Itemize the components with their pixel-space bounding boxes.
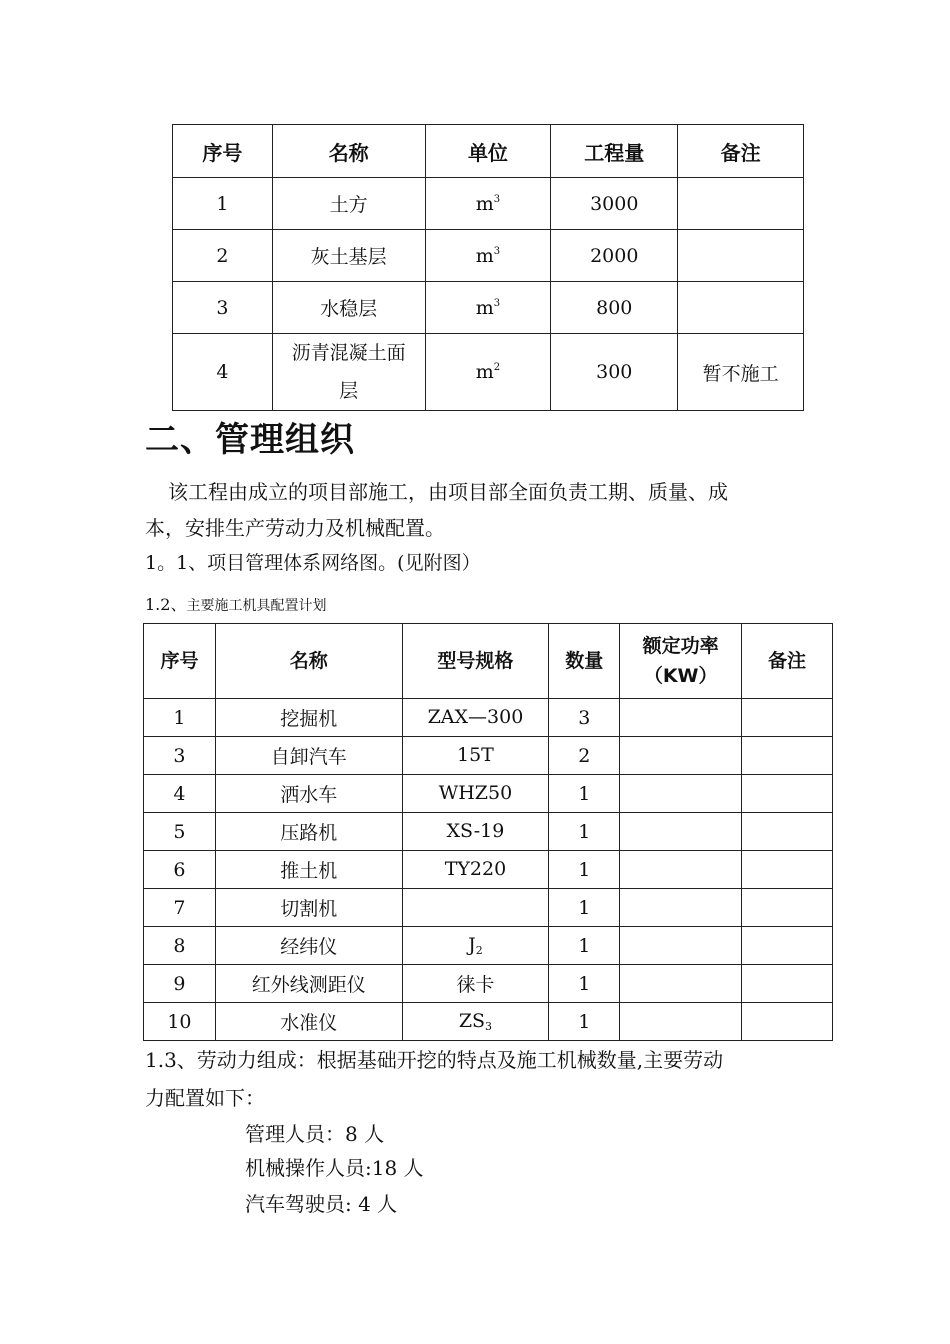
table-row — [144, 1003, 833, 1041]
section-heading: 二、管理组织 — [145, 420, 355, 460]
staff-item-drivers: 汽车驾驶员: 4 人 — [245, 1192, 398, 1216]
header-unit: 单位 — [425, 125, 551, 178]
cell-no: 8 — [144, 927, 216, 965]
intro-paragraph-line-2: 本，安排生产劳动力及机械配置。 — [145, 516, 445, 540]
cell-note — [678, 282, 804, 334]
cell-name: 洒水车 — [215, 775, 402, 813]
table-row — [173, 282, 804, 334]
cell-no: 1 — [144, 699, 216, 737]
cell-no: 1 — [173, 178, 273, 230]
cell-unit: $m^3$ — [425, 230, 551, 282]
cell-power — [620, 775, 742, 813]
table-row — [144, 737, 833, 775]
cell-note — [742, 965, 833, 1003]
cell-no: 7 — [144, 889, 216, 927]
cell-quantity: 300 — [551, 334, 678, 411]
cell-no: 4 — [173, 334, 273, 411]
table-row — [144, 851, 833, 889]
cell-no: 5 — [144, 813, 216, 851]
cell-note — [742, 927, 833, 965]
cell-note: 暂不施工 — [678, 334, 804, 411]
cell-name: 推土机 — [215, 851, 402, 889]
header-note: 备注 — [678, 125, 804, 178]
cell-name: 灰土基层 — [272, 230, 425, 282]
header-no: 序号 — [173, 125, 273, 178]
cell-name: 沥青混凝土面 层 — [272, 334, 425, 411]
machinery-table — [143, 623, 833, 1041]
table-row — [144, 889, 833, 927]
cell-quantity: 1 — [549, 927, 620, 965]
intro-paragraph-line-1: 该工程由成立的项目部施工，由项目部全面负责工期、质量、成 — [168, 480, 728, 504]
cell-name: 切割机 — [215, 889, 402, 927]
cell-quantity: 3000 — [551, 178, 678, 230]
cell-quantity: 1 — [549, 1003, 620, 1041]
table-row — [173, 334, 804, 411]
table-row — [144, 775, 833, 813]
cell-power — [620, 927, 742, 965]
cell-quantity: 1 — [549, 965, 620, 1003]
header-note: 备注 — [742, 624, 833, 699]
cell-model — [402, 889, 549, 927]
cell-power — [620, 1003, 742, 1041]
labor-paragraph-line-1: 1.3、劳动力组成：根据基础开挖的特点及施工机械数量,主要劳动 — [145, 1048, 724, 1072]
cell-name: 经纬仪 — [215, 927, 402, 965]
cell-quantity: 1 — [549, 813, 620, 851]
cell-no: 3 — [144, 737, 216, 775]
subsection-1-1: 1。1、项目管理体系网络图。(见附图） — [145, 552, 481, 574]
cell-note — [742, 813, 833, 851]
labor-paragraph-line-2: 力配置如下： — [145, 1086, 265, 1110]
cell-no: 6 — [144, 851, 216, 889]
header-rated-power: 额定功率 （KW） — [620, 624, 742, 699]
cell-model: 15T — [402, 737, 549, 775]
cell-power — [620, 813, 742, 851]
cell-no: 9 — [144, 965, 216, 1003]
staff-item-operators: 机械操作人员:18 人 — [245, 1156, 424, 1180]
cell-quantity: 3 — [549, 699, 620, 737]
cell-quantity: 2 — [549, 737, 620, 775]
header-quantity: 工程量 — [551, 125, 678, 178]
cell-power — [620, 965, 742, 1003]
cell-note — [742, 889, 833, 927]
cell-note — [678, 230, 804, 282]
cell-name: 挖掘机 — [215, 699, 402, 737]
cell-model: ZAX—300 — [402, 699, 549, 737]
header-quantity: 数量 — [549, 624, 620, 699]
subsection-1-2: 1.2、主要施工机具配置计划 — [145, 595, 327, 614]
table-header-row — [173, 125, 804, 178]
table-row — [144, 927, 833, 965]
cell-power — [620, 699, 742, 737]
cell-note — [742, 851, 833, 889]
table-header-row — [144, 624, 833, 699]
cell-note — [742, 1003, 833, 1041]
staff-item-management: 管理人员：8 人 — [245, 1122, 385, 1146]
quantity-table — [172, 124, 804, 411]
cell-quantity: 800 — [551, 282, 678, 334]
cell-model: TY220 — [402, 851, 549, 889]
cell-note — [742, 775, 833, 813]
cell-quantity: 1 — [549, 851, 620, 889]
cell-model: 徕卡 — [402, 965, 549, 1003]
cell-model: $J_2$ — [402, 927, 549, 965]
cell-name: 水准仪 — [215, 1003, 402, 1041]
table-row — [173, 178, 804, 230]
cell-unit: $m^3$ — [425, 178, 551, 230]
header-name: 名称 — [215, 624, 402, 699]
header-model: 型号规格 — [402, 624, 549, 699]
cell-no: 2 — [173, 230, 273, 282]
cell-name: 土方 — [272, 178, 425, 230]
cell-power — [620, 737, 742, 775]
cell-model: $ZS_3$ — [402, 1003, 549, 1041]
cell-name: 压路机 — [215, 813, 402, 851]
table-row — [144, 813, 833, 851]
table-row — [144, 965, 833, 1003]
cell-quantity: 2000 — [551, 230, 678, 282]
table-row — [144, 699, 833, 737]
header-no: 序号 — [144, 624, 216, 699]
cell-unit: $m^2$ — [425, 334, 551, 411]
cell-no: 4 — [144, 775, 216, 813]
cell-note — [678, 178, 804, 230]
cell-note — [742, 737, 833, 775]
cell-power — [620, 889, 742, 927]
cell-note — [742, 699, 833, 737]
cell-unit: $m^3$ — [425, 282, 551, 334]
cell-power — [620, 851, 742, 889]
cell-no: 3 — [173, 282, 273, 334]
table-row — [173, 230, 804, 282]
cell-model: WHZ50 — [402, 775, 549, 813]
cell-no: 10 — [144, 1003, 216, 1041]
cell-quantity: 1 — [549, 889, 620, 927]
cell-name: 水稳层 — [272, 282, 425, 334]
cell-name: 自卸汽车 — [215, 737, 402, 775]
cell-name: 红外线测距仪 — [215, 965, 402, 1003]
cell-model: XS-19 — [402, 813, 549, 851]
cell-quantity: 1 — [549, 775, 620, 813]
header-name: 名称 — [272, 125, 425, 178]
